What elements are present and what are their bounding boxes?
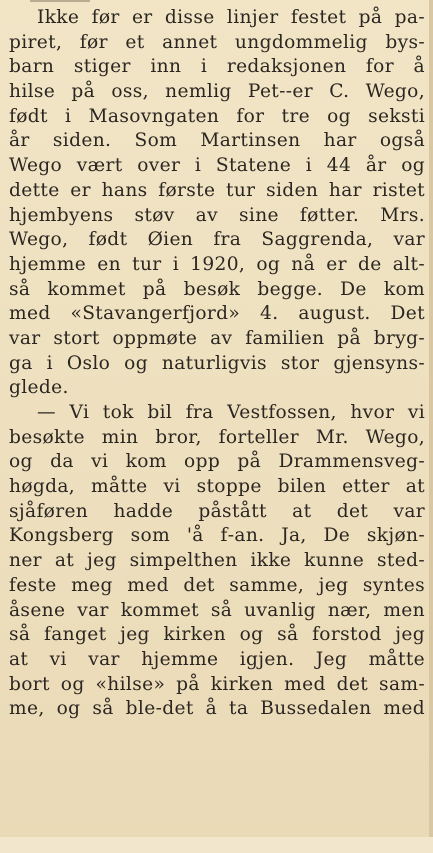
text-line: høgda, måtte vi stoppe bilen etter at bbox=[9, 476, 425, 498]
text-line: åsene var kommet så uvanlig nær, men bbox=[9, 599, 425, 621]
text-line: barn stiger inn i redaksjonen for å bbox=[9, 56, 425, 78]
text-line: født i Masovngaten for tre og seksti bbox=[9, 105, 425, 127]
text-line: hjemme en tur i 1920, og nå er de alt- bbox=[9, 253, 425, 275]
text-line: så kommet på besøk begge. De kom bbox=[9, 278, 425, 300]
text-line: Wego vært over i Statene i 44 år og bbox=[9, 155, 425, 177]
text-line: besøkte min bror, forteller Mr. Wego, bbox=[9, 426, 425, 448]
text-line: me, og så ble‑det å ta Bussedalen med bbox=[9, 698, 425, 720]
paper-edge bbox=[429, 0, 433, 853]
article-column bbox=[9, 6, 425, 722]
text-line: sjåføren hadde påstått at det var bbox=[9, 500, 425, 522]
text-line: glede. bbox=[9, 377, 69, 399]
text-line: hjembyens støv av sine føtter. Mrs. bbox=[9, 204, 425, 226]
paper-margin bbox=[0, 837, 433, 853]
text-line: feste meg med det samme, jeg syntes bbox=[9, 574, 425, 596]
text-line: ga i Oslo og naturligvis stor gjensyns- bbox=[9, 352, 425, 374]
text-line: Ikke før er disse linjer festet på pa- bbox=[37, 7, 425, 28]
text-line: og da vi kom opp på Drammensveg- bbox=[9, 451, 425, 473]
text-line: ner at jeg simpelthen ikke kunne sted- bbox=[9, 550, 425, 572]
paragraph bbox=[9, 6, 425, 401]
text-line: Kongsberg som 'å f‑an. Ja, De skjøn- bbox=[9, 525, 425, 547]
text-line: bort og «hilse» på kirken med det sam- bbox=[9, 673, 425, 695]
text-line: år siden. Som Martinsen har også bbox=[9, 130, 425, 152]
text-line: at vi var hjemme igjen. Jeg måtte bbox=[9, 648, 425, 670]
text-line: med «Stavangerfjord» 4. august. Det bbox=[9, 303, 425, 325]
column-rule bbox=[30, 0, 90, 2]
text-line: var stort oppmøte av familien på bryg- bbox=[9, 327, 425, 349]
text-line: Wego, født Øien fra Saggrenda, var bbox=[9, 229, 425, 251]
text-line: piret, før et annet ungdommelig bys- bbox=[9, 31, 425, 53]
text-line: hilse på oss, nemlig Pet‑‑er C. Wego, bbox=[9, 81, 425, 103]
text-line: så fanget jeg kirken og så forstod jeg bbox=[9, 624, 425, 646]
paragraph bbox=[9, 401, 425, 722]
text-line: dette er hans første tur siden har ristet bbox=[9, 179, 425, 201]
text-line: — Vi tok bil fra Vestfossen, hvor vi bbox=[37, 402, 425, 423]
